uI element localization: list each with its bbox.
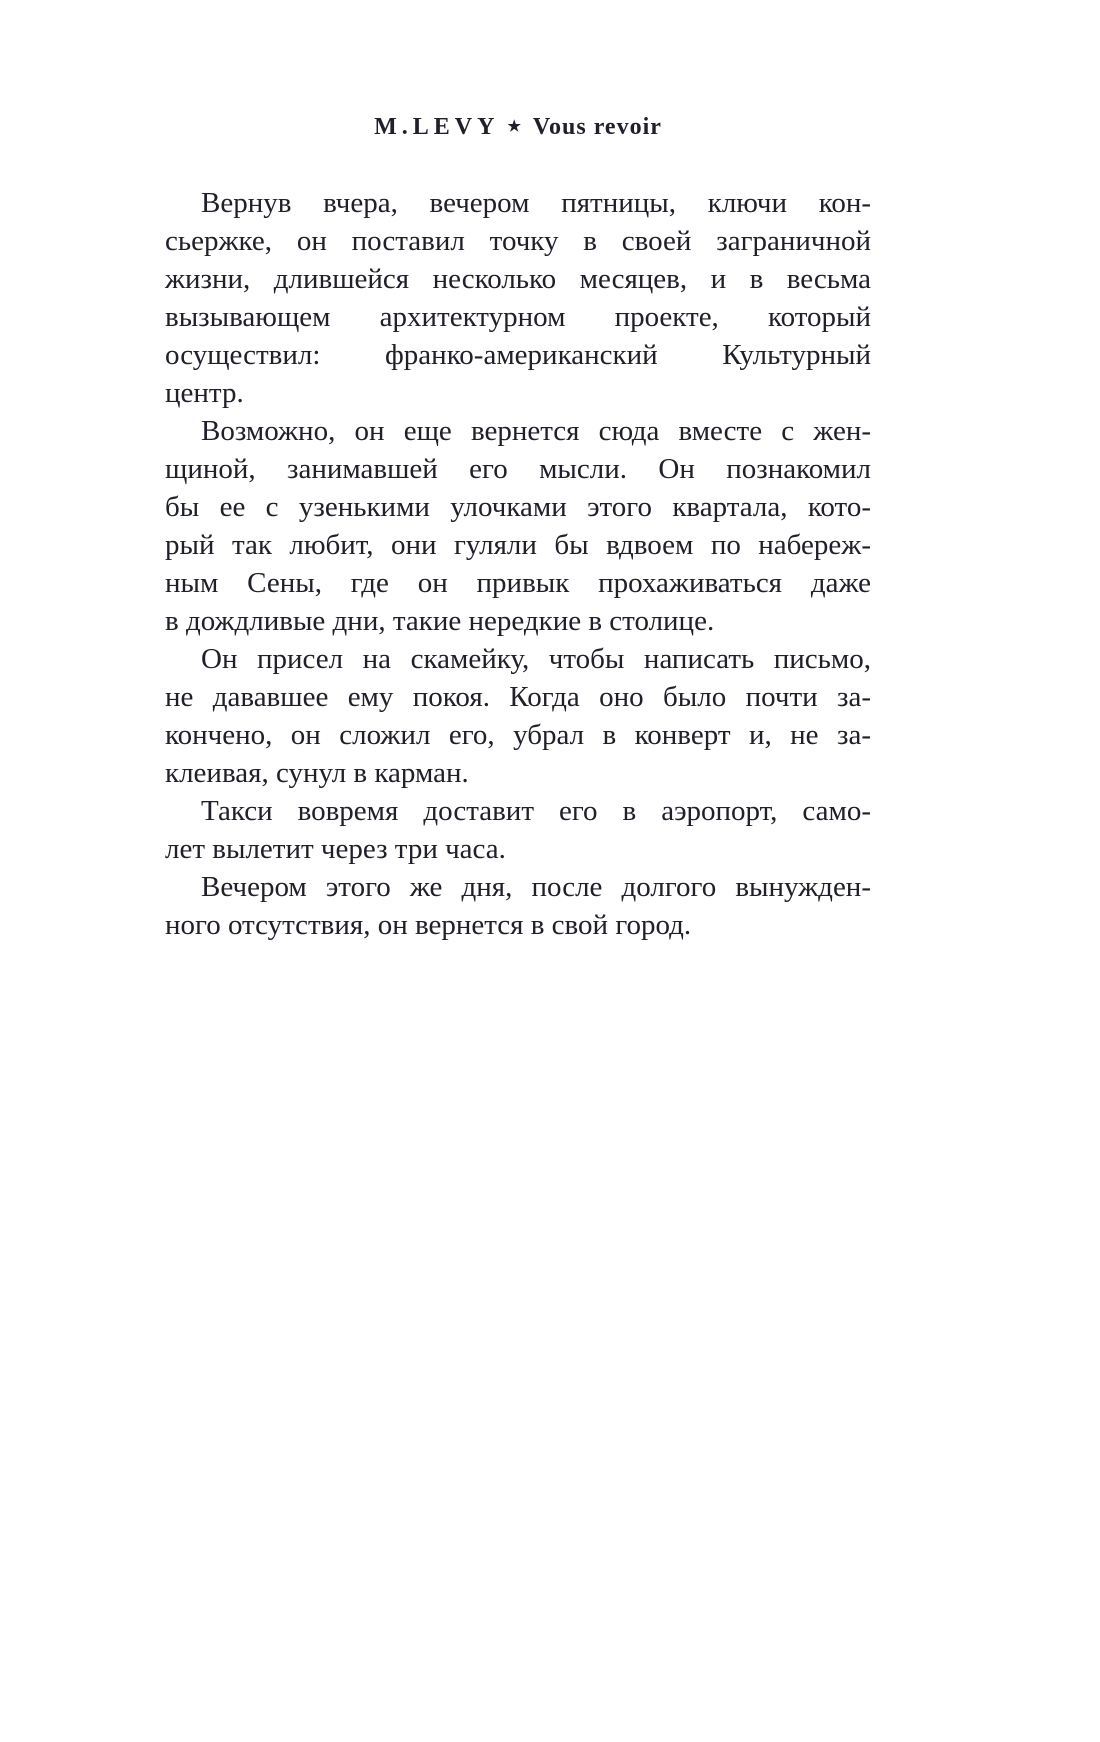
text-line: кончено, он сложил его, убрал в конверт и, не за-	[165, 719, 871, 751]
text-line: ным Сены, где он привык прохаживаться даже	[165, 567, 871, 599]
page-content	[165, 112, 871, 944]
paragraph	[165, 792, 871, 868]
text-line: щиной, занимавшей его мысли. Он познакомил	[165, 453, 871, 485]
text-line: вызывающем архитектурном проекте, который	[165, 301, 871, 333]
text-line: жизни, длившейся несколько месяцев, и в весьма	[165, 263, 871, 295]
text-line: в дождливые дни, такие нередкие в столице.	[165, 605, 715, 637]
text-line: лет вылетит через три часа.	[165, 833, 506, 865]
text-line: рый так любит, они гуляли бы вдвоем по набереж-	[165, 529, 871, 561]
text-line: клеивая, сунул в карман.	[165, 757, 469, 789]
page-text	[165, 184, 871, 944]
text-line: Такси вовремя доставит его в аэропорт, само-	[201, 795, 871, 827]
text-line: не дававшее ему покоя. Когда оно было почти за-	[165, 681, 871, 713]
header-book-title: Vous revoir	[532, 114, 662, 140]
text-line: Вернув вчера, вечером пятницы, ключи кон-	[201, 187, 871, 219]
text-line: ного отсутствия, он вернется в свой город.	[165, 909, 692, 941]
header-author-name: M.LEVY	[374, 114, 500, 140]
text-line: Возможно, он еще вернется сюда вместе с жен-	[201, 415, 871, 447]
paragraph	[165, 868, 871, 944]
text-line: центр.	[165, 377, 244, 409]
running-header	[165, 112, 871, 142]
paragraph	[165, 640, 871, 792]
text-line: бы ее с узенькими улочками этого квартала, кото-	[165, 491, 871, 523]
paragraph	[165, 184, 871, 412]
text-line: сьержке, он поставил точку в своей заграничной	[165, 225, 871, 257]
text-line: Он присел на скамейку, чтобы написать письмо,	[201, 643, 871, 675]
text-line: Вечером этого же дня, после долгого вынужден-	[201, 871, 871, 903]
text-line: осуществил: франко-американский Культурный	[165, 339, 871, 371]
star-icon: ★	[507, 119, 521, 135]
paragraph	[165, 412, 871, 640]
